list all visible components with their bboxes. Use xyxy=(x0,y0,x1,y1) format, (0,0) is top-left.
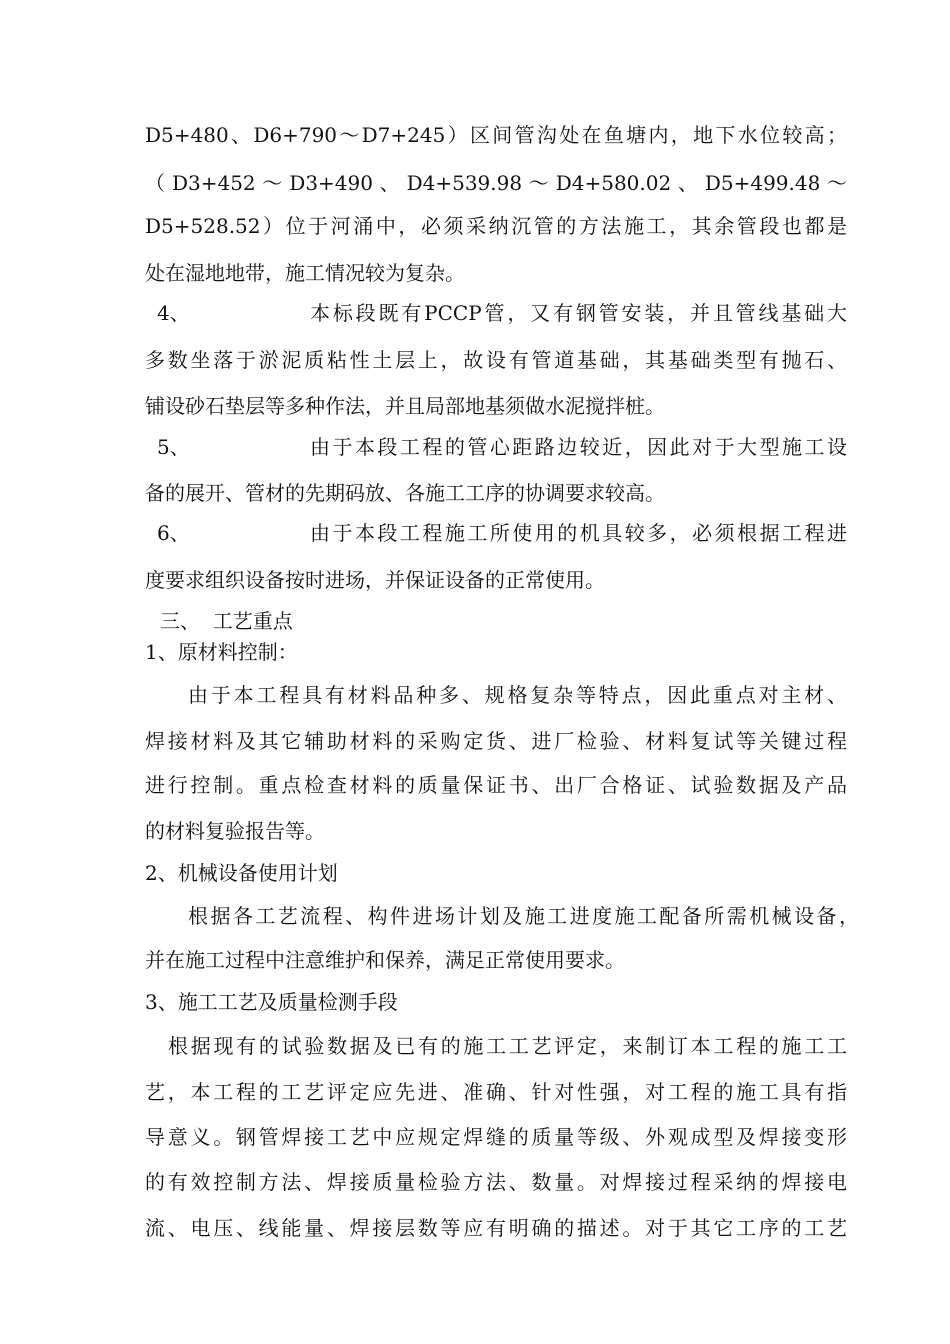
paragraph-line: 焊接材料及其它辅助材料的采购定货、进厂检验、材料复试等关键过程 xyxy=(145,729,847,753)
list-number: 5、 xyxy=(157,435,190,459)
paragraph-line: 的材料复验报告等。 xyxy=(145,819,325,843)
paragraph-line: 的有效控制方法、焊接质量检验方法、数量。对焊接过程采纳的焊接电 xyxy=(145,1170,847,1194)
paragraph-line: 导意义。钢管焊接工艺中应规定焊缝的质量等级、外观成型及焊接变形 xyxy=(145,1125,847,1149)
paragraph-line: 铺设砂石垫层等多种作法，并且局部地基须做水泥搅拌桩。 xyxy=(145,394,665,418)
paragraph-line: 多数坐落于淤泥质粘性土层上，故设有管道基础，其基础类型有抛石、 xyxy=(145,348,847,372)
subsection-heading: 3、施工工艺及质量检测手段 xyxy=(145,990,398,1014)
paragraph-line: D5+528.52）位于河涌中，必须采纳沉管的方法施工，其余管段也都是 xyxy=(145,214,847,238)
list-number: 4、 xyxy=(157,301,190,325)
paragraph-line: 根据现有的试验数据及已有的施工工艺评定，来制订本工程的施工工 xyxy=(168,1034,847,1058)
paragraph-line: 根据各工艺流程、构件进场计划及施工进度施工配备所需机械设备， xyxy=(188,904,859,928)
paragraph-line: 由于本工程具有材料品种多、规格复杂等特点，因此重点对主材、 xyxy=(188,683,847,707)
paragraph-line: 备的展开、管材的先期码放、各施工工序的协调要求较高。 xyxy=(145,481,665,505)
paragraph-line: 进行控制。重点检查材料的质量保证书、出厂合格证、试验数据及产品 xyxy=(145,773,847,797)
list-first-line: 本标段既有PCCP管，又有钢管安装，并且管线基础大 xyxy=(310,301,847,325)
paragraph-line: （ D3+452 ～ D3+490 、 D4+539.98 ～ D4+580.02 、 D5+499.48 ～ xyxy=(145,171,847,195)
list-first-line: 由于本段工程施工所使用的机具较多，必须根据工程进 xyxy=(310,521,847,545)
paragraph-line: 度要求组织设备按时进场，并保证设备的正常使用。 xyxy=(145,568,605,592)
paragraph-line: 处在湿地地带，施工情况较为复杂。 xyxy=(145,261,465,285)
paragraph-line: 艺，本工程的工艺评定应先进、准确、针对性强，对工程的施工具有指 xyxy=(145,1080,847,1104)
subsection-heading: 2、机械设备使用计划 xyxy=(145,861,338,885)
paragraph-line: 流、电压、线能量、焊接层数等应有明确的描述。对于其它工序的工艺 xyxy=(145,1216,847,1240)
subsection-heading: 1、原材料控制： xyxy=(145,640,298,664)
list-first-line: 由于本段工程的管心距路边较近，因此对于大型施工设 xyxy=(310,435,847,459)
paragraph-line: 并在施工过程中注意维护和保养，满足正常使用要求。 xyxy=(145,948,625,972)
section-heading: 三、 工艺重点 xyxy=(160,609,293,633)
list-number: 6、 xyxy=(157,521,190,545)
paragraph-line: D5+480、D6+790～D7+245）区间管沟处在鱼塘内，地下水位较高； xyxy=(145,123,847,147)
